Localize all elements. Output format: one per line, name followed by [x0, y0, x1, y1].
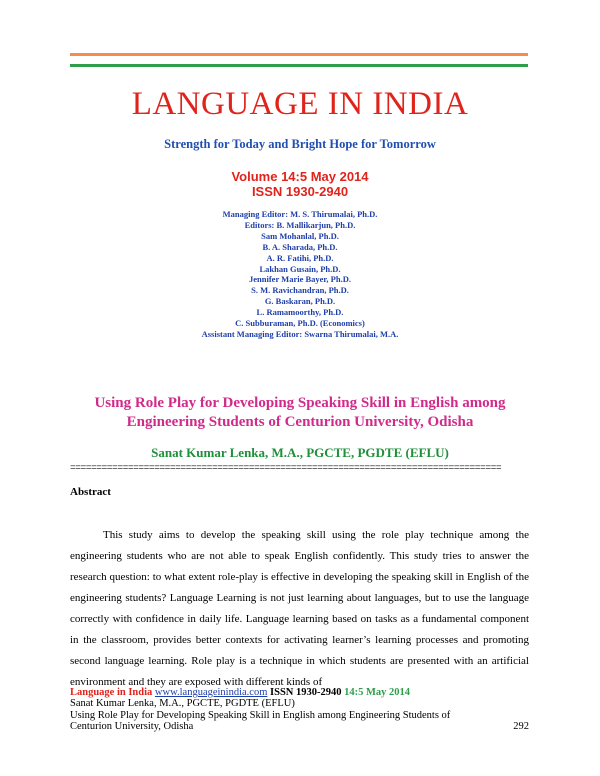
editor-line: C. Subburaman, Ph.D. (Economics) — [235, 318, 365, 329]
footer-last-line — [70, 721, 529, 732]
article-title-line: Engineering Students of Centurion University, Odisha — [126, 414, 474, 430]
editor-line: B. A. Sharada, Ph.D. — [262, 241, 338, 252]
editor-line: Lakhan Gusain, Ph.D. — [259, 263, 341, 274]
footer-title-line: Centurion University, Odisha — [70, 720, 194, 732]
page-number: 292 — [513, 720, 529, 732]
footer-date: 14:5 May 2014 — [344, 687, 411, 698]
issn-info: ISSN 1930-2940 — [251, 184, 349, 199]
header-stripe-orange — [70, 53, 528, 56]
editor-line: Managing Editor: M. S. Thirumalai, Ph.D. — [222, 209, 378, 219]
editorial-board — [0, 209, 600, 340]
abstract-heading: Abstract — [70, 486, 111, 498]
footer-title-line: Using Role Play for Developing Speaking Skill in English among Engineering Students of — [70, 709, 451, 721]
article-title-line: Using Role Play for Developing Speaking Skill in English among — [94, 395, 506, 411]
footer-author: Sanat Kumar Lenka, M.A., PGCTE, PGDTE (EFLU) — [70, 698, 295, 710]
header-stripe-green — [70, 64, 528, 67]
journal-website-link[interactable]: www.languageinindia.com — [154, 687, 268, 698]
editor-line: Jennifer Marie Bayer, Ph.D. — [249, 274, 351, 285]
editor-line: Sam Mohanlal, Ph.D. — [261, 230, 339, 241]
article-author: Sanat Kumar Lenka, M.A., PGCTE, PGDTE (EFLU) — [151, 445, 449, 460]
footer-issn: ISSN 1930-2940 — [270, 687, 342, 698]
abstract-paragraph: This study aims to develop the speaking skill using the role play technique among the engineering students who are not able to speak English confidently. This study tries to answer the research question: to what extent role-play is effective in developing the speaking skill in English of the engineering students? Language Learning is not just learning about languages, but to use the language correctly with confidence in daily life. Language learning based on tasks as a fundamental component in the classroom, provides better contexts for activating learner’s learning processes and promoting second language learning. Role play is a technique in which students are presented with an artificial environment and they are exposed with different kinds of — [70, 529, 529, 688]
editor-line: Editors: B. Mallikarjun, Ph.D. — [244, 219, 356, 230]
page-footer — [70, 687, 529, 732]
volume-info: Volume 14:5 May 2014 — [231, 169, 369, 184]
journal-title: LANGUAGE IN INDIA — [131, 86, 469, 122]
editor-line: S. M. Ravichandran, Ph.D. — [251, 285, 349, 296]
separator-rule: ================================================================================== — [70, 463, 502, 473]
article-title — [0, 394, 600, 432]
footer-journal: Language in India — [70, 687, 153, 698]
editor-line: L. Ramamoorthy, Ph.D. — [256, 307, 344, 318]
editor-line: A. R. Fatihi, Ph.D. — [266, 252, 334, 263]
footer-citation — [70, 687, 529, 698]
editor-line: Assistant Managing Editor: Swarna Thirumalai, M.A. — [201, 328, 399, 339]
volume-block — [0, 169, 600, 199]
abstract-body — [70, 525, 529, 693]
editor-line: G. Baskaran, Ph.D. — [264, 296, 336, 307]
journal-tagline: Strength for Today and Bright Hope for Tomorrow — [164, 137, 436, 151]
